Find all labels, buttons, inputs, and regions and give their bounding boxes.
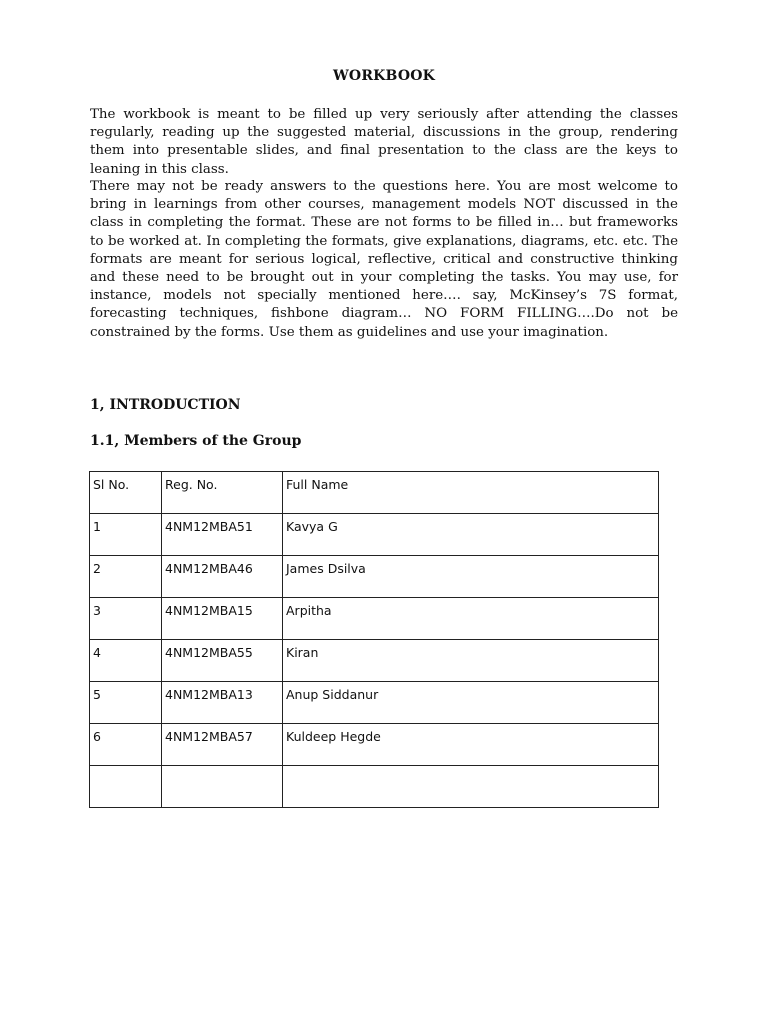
header-sl-no: Sl No. bbox=[90, 472, 162, 514]
cell-sl-no: 2 bbox=[90, 556, 162, 598]
header-reg-no: Reg. No. bbox=[162, 472, 283, 514]
subsection-heading: 1.1, Members of the Group bbox=[90, 433, 302, 449]
table-header-row bbox=[90, 472, 659, 514]
guidance-paragraph: There may not be ready answers to the questions here. You are most welcome to bring in learnings from other courses, management models NOT discussed in the class in completing the format. These are not forms to be filled in… but frameworks to be worked at. In completing the formats, give explanations, diagrams, etc. etc. The formats are meant for serious logical, reflective, critical and constructive thinking and these need to be brought out in your completing the tasks. You may use, for instance, models not specially mentioned here…. say, McKinsey’s 7S format, forecasting techniques, fishbone diagram… NO FORM FILLING….Do not be constrained by the forms. Use them as guidelines and use your imagination. bbox=[90, 179, 678, 340]
cell-sl-no: 6 bbox=[90, 724, 162, 766]
cell-full-name: Arpitha bbox=[283, 598, 659, 640]
table-row bbox=[90, 514, 659, 556]
header-full-name: Full Name bbox=[283, 472, 659, 514]
cell-full-name: Kuldeep Hegde bbox=[283, 724, 659, 766]
document-title: WORKBOOK bbox=[333, 68, 435, 84]
cell-full-name: James Dsilva bbox=[283, 556, 659, 598]
intro-paragraph: The workbook is meant to be filled up very seriously after attending the classes regularly, reading up the suggested material, discussions in the group, rendering them into presentable slides, and final presentation to the class are the keys to leaning in this class. bbox=[90, 107, 678, 177]
table-row bbox=[90, 640, 659, 682]
cell-sl-no: 4 bbox=[90, 640, 162, 682]
cell-reg-no: 4NM12MBA15 bbox=[162, 598, 283, 640]
cell-reg-no: 4NM12MBA57 bbox=[162, 724, 283, 766]
cell-full-name: Kiran bbox=[283, 640, 659, 682]
members-table bbox=[89, 471, 659, 808]
cell-full-name: Anup Siddanur bbox=[283, 682, 659, 724]
cell-full-name bbox=[283, 766, 659, 808]
cell-sl-no: 5 bbox=[90, 682, 162, 724]
cell-sl-no: 1 bbox=[90, 514, 162, 556]
cell-reg-no: 4NM12MBA46 bbox=[162, 556, 283, 598]
cell-reg-no: 4NM12MBA13 bbox=[162, 682, 283, 724]
section-heading: 1, INTRODUCTION bbox=[90, 397, 241, 413]
table-row bbox=[90, 556, 659, 598]
cell-reg-no: 4NM12MBA51 bbox=[162, 514, 283, 556]
cell-reg-no bbox=[162, 766, 283, 808]
cell-sl-no: 3 bbox=[90, 598, 162, 640]
table-row bbox=[90, 724, 659, 766]
table-row bbox=[90, 682, 659, 724]
cell-reg-no: 4NM12MBA55 bbox=[162, 640, 283, 682]
cell-full-name: Kavya G bbox=[283, 514, 659, 556]
table-row bbox=[90, 598, 659, 640]
table-row bbox=[90, 766, 659, 808]
cell-sl-no bbox=[90, 766, 162, 808]
